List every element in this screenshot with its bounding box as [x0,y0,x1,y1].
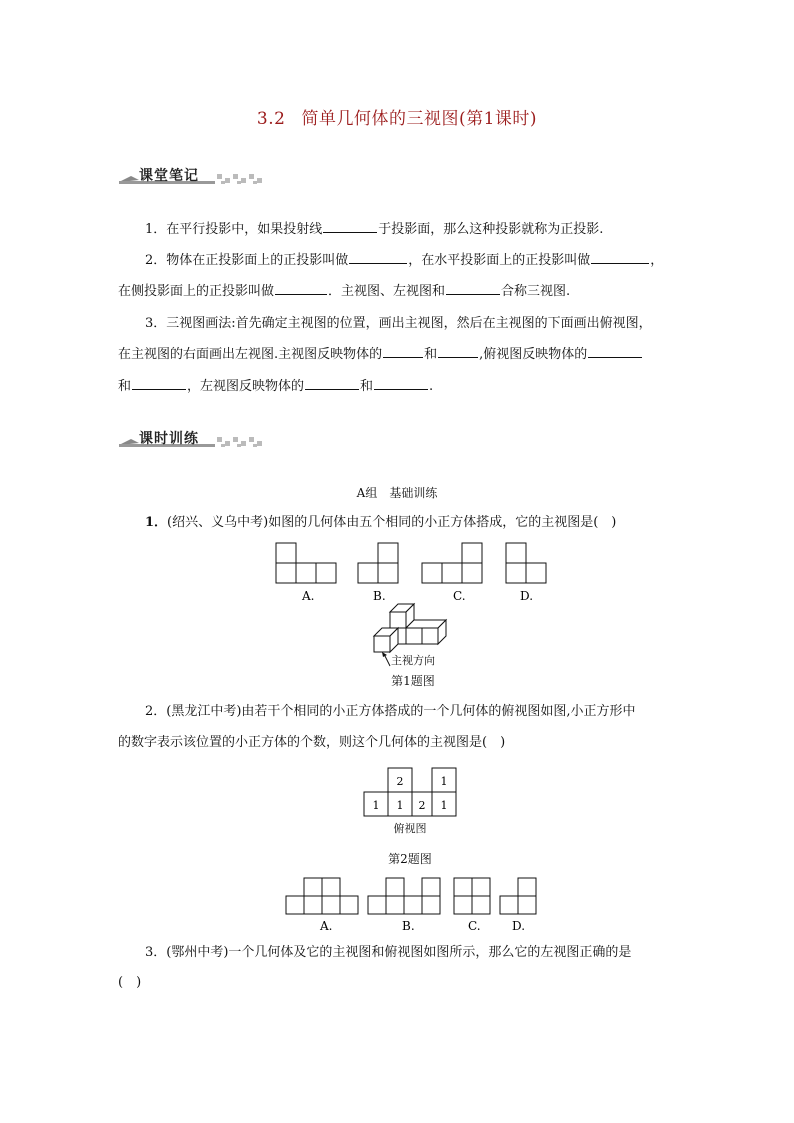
q2-caption: 第2题图 [388,852,432,866]
note-3-text-2c: ,俯视图反映物体的 [479,347,588,362]
grid-cell-value: 1 [440,799,448,812]
question-1 [145,508,705,538]
q1-option-b-label: B. [373,589,386,603]
note-3-text-2b: 和 [424,347,438,362]
title-text: 简单几何体的三视图(第1课时) [301,109,538,129]
note-3-text-3d: . [429,379,434,394]
q1-option-d-label: D. [520,589,534,603]
grid-cell-value: 1 [372,799,380,812]
note-1-suffix: 于投影面，那么这种投影就称为正投影. [378,222,604,237]
q1-option-a-shape[interactable] [276,543,336,583]
grid-cell-value: 1 [396,799,404,812]
note-2-part-4: 在侧投影面上的正投影叫做 [118,284,275,299]
notes-section-heading: 课堂笔记 [139,168,199,184]
grid-cell-value: 2 [418,799,426,812]
q2-option-d-label: D. [512,919,526,933]
note-2-line-2 [118,277,698,307]
note-1-prefix: 1．在平行投影中，如果投射线 [145,222,323,237]
q2-view-label: 俯视图 [393,822,427,835]
q2-options-figure [280,872,540,936]
q2-option-c-label: C. [468,919,481,933]
blank-field[interactable] [588,343,642,358]
note-3-text-3c: 和 [360,379,374,394]
note-2-part-1: 2．物体在正投影面上的正投影叫做 [145,253,349,268]
q1-option-a-label: A. [302,589,315,603]
grid-cell-value: 1 [440,775,448,788]
question-2-line-1: 2．(黑龙江中考)由若干个相同的小正方体搭成的一个几何体的俯视图如图,小正方形中 [145,704,636,719]
q1-options-figure [270,538,560,608]
q1-option-d-shape[interactable] [506,543,546,583]
note-2-line-1 [145,246,705,276]
q1-option-b-shape[interactable] [358,543,398,583]
blank-field[interactable] [374,375,428,390]
blank-field[interactable] [438,343,478,358]
question-3-line-1: 3．(鄂州中考)一个几何体及它的主视图和俯视图如图所示，那么它的左视图正确的是 [145,945,632,960]
q1-direction-label: 主视方向 [391,654,435,667]
blank-field[interactable] [383,343,423,358]
blank-field[interactable] [323,218,377,233]
blank-field[interactable] [305,375,359,390]
page-title [0,104,794,129]
blank-field[interactable] [446,280,500,295]
notes-section-header [117,162,267,188]
q2-option-b-label: B. [402,919,415,933]
question-1-number: 1． [145,515,168,530]
note-3-text-2a: 在主视图的右面画出左视图.主视图反映物体的 [118,347,383,362]
question-2-line-2: 的数字表示该位置的小正方体的个数，则这个几何体的主视图是( ) [118,735,506,750]
note-3-text-1: 3．三视图画法:首先确定主视图的位置，画出主视图，然后在主视图的下面画出俯视图， [145,316,652,331]
q2-option-c-shape[interactable] [454,878,490,914]
training-section-header [117,425,267,451]
grid-cell-value: 2 [396,775,404,788]
blank-field[interactable] [591,249,649,264]
note-3-line-1 [145,309,705,339]
blank-field[interactable] [349,249,407,264]
q2-option-d-shape[interactable] [500,878,536,914]
note-2-part-6: 合称三视图. [501,284,571,299]
note-2-part-5: ．主视图、左视图和 [328,284,446,299]
note-1 [145,215,705,245]
note-3-text-3a: 和 [118,379,132,394]
blank-field[interactable] [275,280,327,295]
q1-option-c-label: C. [453,589,466,603]
q1-caption: 第1题图 [391,674,435,688]
training-section-heading: 课时训练 [139,431,199,447]
note-2-part-2: ，在水平投影面上的正投影叫做 [408,253,591,268]
section-number: 3.2 [256,109,286,129]
q2-option-a-shape[interactable] [286,878,358,914]
q2-option-a-label: A. [320,919,333,933]
note-3-text-3b: ，左视图反映物体的 [187,379,305,394]
question-3-line-2: ( ) [118,975,142,990]
q1-option-c-shape[interactable] [422,543,482,583]
question-1-text: (绍兴、义乌中考)如图的几何体由五个相同的小正方体搭成，它的主视图是( ) [167,515,617,530]
q2-top-view-grid [360,764,460,820]
note-3-line-3 [118,372,698,402]
blank-field[interactable] [132,375,186,390]
group-a-title: A组 基础训练 [356,486,438,500]
q2-option-b-shape[interactable] [368,878,440,914]
note-3-line-2 [118,340,698,370]
note-2-part-3: ， [650,253,664,268]
